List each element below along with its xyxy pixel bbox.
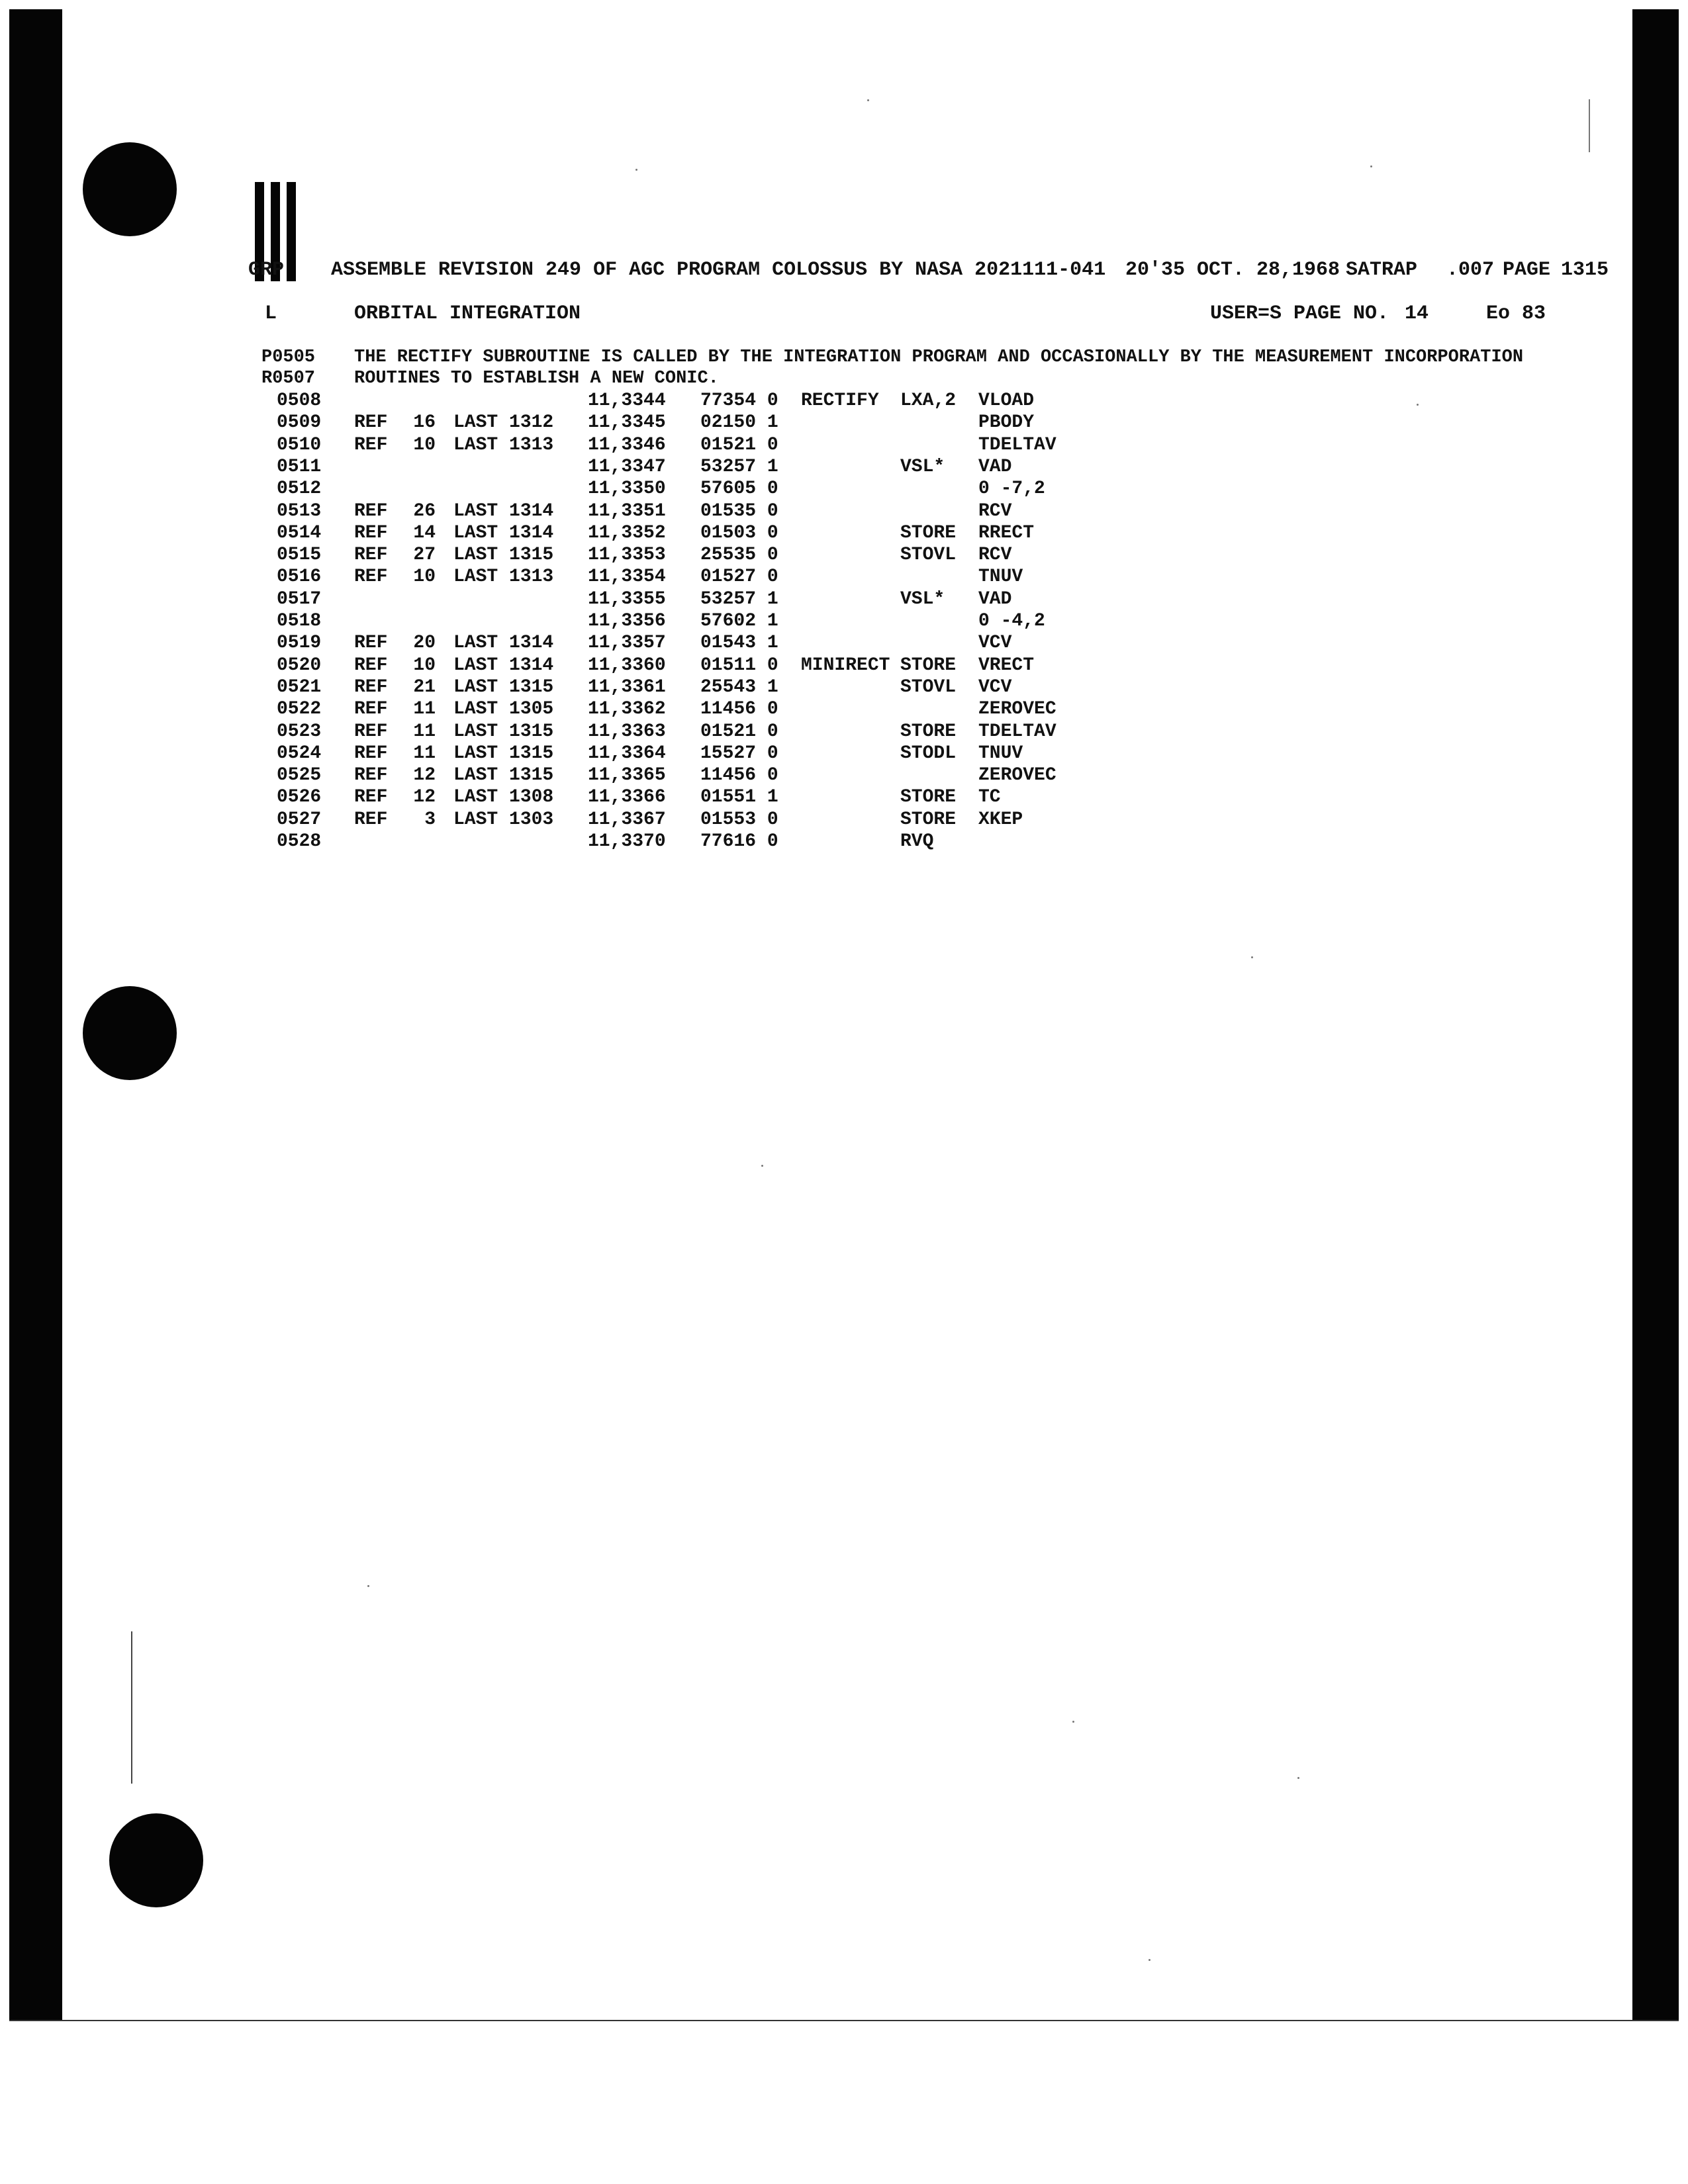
binder-hole-middle [83, 986, 177, 1080]
ref-tag: REF [354, 743, 388, 764]
operand: VCV [978, 676, 1012, 698]
listing-row [0, 501, 1688, 523]
ref-tag: REF [354, 809, 388, 830]
symbol-label: RECTIFY [801, 390, 879, 411]
ref-tag: REF [354, 699, 388, 720]
last-ref: LAST 1315 [453, 545, 554, 566]
ref-count: 12 [413, 787, 436, 808]
line-number: 0509 [277, 412, 322, 433]
header-page-number: 1315 [1561, 259, 1609, 281]
last-ref: LAST 1312 [453, 412, 554, 433]
binder-hole-bottom [109, 1813, 203, 1907]
operand: XKEP [978, 809, 1023, 830]
listing-row [0, 765, 1688, 787]
scan-artifact-mark [1589, 99, 1590, 152]
operand: TC [978, 787, 1001, 808]
line-number: 0515 [277, 545, 322, 566]
scan-border-left [9, 9, 62, 2021]
scan-artifact-line [131, 1631, 132, 1784]
ref-count: 10 [413, 655, 436, 676]
listing-row [0, 545, 1688, 567]
octal-word: 01551 1 [700, 787, 778, 808]
listing-row [0, 567, 1688, 588]
address: 11,3362 [588, 699, 666, 720]
section-title: ORBITAL INTEGRATION [354, 302, 581, 325]
opcode: RVQ [900, 831, 934, 852]
header-prefix: GRP [248, 259, 285, 281]
address: 11,3351 [588, 500, 666, 522]
opcode: STORE [900, 522, 957, 543]
operand: 0 -7,2 [978, 478, 1045, 500]
listing-row [0, 478, 1688, 500]
octal-word: 01527 0 [700, 567, 778, 588]
operand: ZEROVEC [978, 699, 1056, 720]
ref-count: 12 [413, 765, 436, 786]
operand: VCV [978, 633, 1012, 654]
octal-word: 15527 0 [700, 743, 778, 764]
operand: RRECT [978, 522, 1035, 543]
header-title: ASSEMBLE REVISION 249 OF AGC PROGRAM COLOSSUS BY NASA 2021111-041 [331, 259, 1106, 281]
opcode: STORE [900, 721, 957, 742]
ref-tag: REF [354, 787, 388, 808]
operand: VAD [978, 456, 1012, 477]
operand: VRECT [978, 655, 1035, 676]
opcode: LXA,2 [900, 390, 957, 411]
ref-tag: REF [354, 500, 388, 522]
octal-word: 01521 0 [700, 434, 778, 455]
line-number: 0527 [277, 809, 322, 830]
ref-count: 14 [413, 522, 436, 543]
ref-tag: REF [354, 522, 388, 543]
last-ref: LAST 1314 [453, 655, 554, 676]
header-user: SATRAP [1346, 259, 1418, 281]
operand: TDELTAV [978, 434, 1056, 455]
ref-count: 3 [424, 809, 436, 830]
octal-word: 11456 0 [700, 765, 778, 786]
ref-tag: REF [354, 567, 388, 588]
line-number: 0520 [277, 655, 322, 676]
operand: PBODY [978, 412, 1035, 433]
listing-row [0, 435, 1688, 457]
octal-word: 57605 0 [700, 478, 778, 500]
comment-line-text: ROUTINES TO ESTABLISH A NEW CONIC. [354, 369, 719, 388]
last-ref: LAST 1314 [453, 522, 554, 543]
line-number: 0525 [277, 765, 322, 786]
octal-word: 77354 0 [700, 390, 778, 411]
binder-hole-top [83, 142, 177, 236]
address: 11,3345 [588, 412, 666, 433]
ref-count: 10 [413, 567, 436, 588]
address: 11,3363 [588, 721, 666, 742]
ref-count: 26 [413, 500, 436, 522]
octal-word: 01511 0 [700, 655, 778, 676]
line-number: 0511 [277, 456, 322, 477]
line-number: 0516 [277, 567, 322, 588]
line-number: 0528 [277, 831, 322, 852]
address: 11,3350 [588, 478, 666, 500]
octal-word: 57602 1 [700, 611, 778, 631]
address: 11,3346 [588, 434, 666, 455]
address: 11,3366 [588, 787, 666, 808]
address: 11,3357 [588, 633, 666, 654]
listing-row [0, 699, 1688, 721]
octal-word: 01503 0 [700, 522, 778, 543]
line-number: 0517 [277, 588, 322, 610]
operand: TNUV [978, 743, 1023, 764]
scan-bottom-edge [9, 2020, 1679, 2021]
header-page-label: PAGE [1503, 259, 1551, 281]
octal-word: 53257 1 [700, 588, 778, 610]
ref-count: 21 [413, 676, 436, 698]
ref-count: 16 [413, 412, 436, 433]
last-ref: LAST 1313 [453, 434, 554, 455]
listing-row [0, 457, 1688, 478]
address: 11,3364 [588, 743, 666, 764]
opcode: VSL* [900, 588, 945, 610]
octal-word: 77616 0 [700, 831, 778, 852]
line-number: 0522 [277, 699, 322, 720]
line-number: 0526 [277, 787, 322, 808]
listing-row [0, 412, 1688, 434]
ref-tag: REF [354, 655, 388, 676]
octal-word: 25535 0 [700, 545, 778, 566]
line-number: 0524 [277, 743, 322, 764]
address: 11,3353 [588, 545, 666, 566]
operand: ZEROVEC [978, 765, 1056, 786]
opcode: STODL [900, 743, 957, 764]
operand: TDELTAV [978, 721, 1056, 742]
address: 11,3370 [588, 831, 666, 852]
line-number: 0510 [277, 434, 322, 455]
ref-count: 20 [413, 633, 436, 654]
operand: VLOAD [978, 390, 1035, 411]
ref-tag: REF [354, 721, 388, 742]
octal-word: 01535 0 [700, 500, 778, 522]
listing-row [0, 655, 1688, 677]
last-ref: LAST 1315 [453, 676, 554, 698]
last-ref: LAST 1314 [453, 500, 554, 522]
users-page-label: USER=S PAGE NO. [1210, 302, 1389, 325]
line-number: 0518 [277, 611, 322, 631]
comment-line-number: P0505 [261, 347, 316, 367]
listing-row [0, 633, 1688, 655]
subheader-marker: L [265, 302, 277, 325]
listing-row [0, 787, 1688, 809]
opcode: STORE [900, 809, 957, 830]
address: 11,3356 [588, 611, 666, 631]
ref-tag: REF [354, 633, 388, 654]
last-ref: LAST 1303 [453, 809, 554, 830]
line-number: 0514 [277, 522, 322, 543]
listing-row [0, 809, 1688, 831]
octal-word: 01521 0 [700, 721, 778, 742]
opcode: STORE [900, 655, 957, 676]
users-page-number: 14 [1405, 302, 1429, 325]
symbol-label: MINIRECT [801, 655, 890, 676]
line-number: 0519 [277, 633, 322, 654]
address: 11,3347 [588, 456, 666, 477]
address: 11,3360 [588, 655, 666, 676]
ref-tag: REF [354, 765, 388, 786]
scan-border-right [1632, 9, 1679, 2021]
octal-word: 53257 1 [700, 456, 778, 477]
octal-word: 02150 1 [700, 412, 778, 433]
last-ref: LAST 1315 [453, 765, 554, 786]
ref-tag: REF [354, 434, 388, 455]
address: 11,3365 [588, 765, 666, 786]
ref-tag: REF [354, 545, 388, 566]
ref-count: 11 [413, 743, 436, 764]
line-number: 0523 [277, 721, 322, 742]
line-number: 0512 [277, 478, 322, 500]
listing-row [0, 743, 1688, 765]
octal-word: 01553 0 [700, 809, 778, 830]
ref-count: 11 [413, 721, 436, 742]
listing-row [0, 611, 1688, 633]
ref-tag: REF [354, 412, 388, 433]
last-ref: LAST 1315 [453, 743, 554, 764]
last-ref: LAST 1315 [453, 721, 554, 742]
octal-word: 11456 0 [700, 699, 778, 720]
line-number: 0521 [277, 676, 322, 698]
operand: VAD [978, 588, 1012, 610]
operand: 0 -4,2 [978, 611, 1045, 631]
ref-count: 11 [413, 699, 436, 720]
address: 11,3355 [588, 588, 666, 610]
ref-count: 10 [413, 434, 436, 455]
line-number: 0508 [277, 390, 322, 411]
opcode: VSL* [900, 456, 945, 477]
listing-row [0, 831, 1688, 853]
comment-line-text: THE RECTIFY SUBROUTINE IS CALLED BY THE INTEGRATION PROGRAM AND OCCASIONALLY BY THE MEASUREMENT INCORPORATION [354, 347, 1524, 367]
octal-word: 25543 1 [700, 676, 778, 698]
address: 11,3361 [588, 676, 666, 698]
ref-count: 27 [413, 545, 436, 566]
listing-row [0, 390, 1688, 412]
opcode: STOVL [900, 676, 957, 698]
octal-word: 01543 1 [700, 633, 778, 654]
header-code: .007 [1446, 259, 1495, 281]
ref-tag: REF [354, 676, 388, 698]
opcode: STORE [900, 787, 957, 808]
listing-row [0, 677, 1688, 699]
operand: TNUV [978, 567, 1023, 588]
listing-row [0, 589, 1688, 611]
opcode: STOVL [900, 545, 957, 566]
eo-code: Eo 83 [1486, 302, 1546, 325]
header-timestamp: 20'35 OCT. 28,1968 [1125, 259, 1340, 281]
operand: RCV [978, 545, 1012, 566]
last-ref: LAST 1305 [453, 699, 554, 720]
address: 11,3367 [588, 809, 666, 830]
address: 11,3344 [588, 390, 666, 411]
last-ref: LAST 1308 [453, 787, 554, 808]
address: 11,3352 [588, 522, 666, 543]
address: 11,3354 [588, 567, 666, 588]
listing-row [0, 523, 1688, 545]
listing-row [0, 721, 1688, 743]
last-ref: LAST 1313 [453, 567, 554, 588]
line-number: 0513 [277, 500, 322, 522]
operand: RCV [978, 500, 1012, 522]
last-ref: LAST 1314 [453, 633, 554, 654]
comment-line-number: R0507 [261, 369, 316, 388]
